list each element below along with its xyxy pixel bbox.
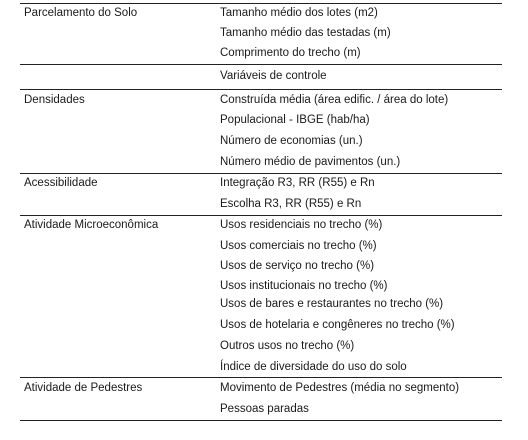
variable-populacional: Populacional - IBGE (hab/ha) xyxy=(220,114,370,126)
variable-outros-usos: Outros usos no trecho (%) xyxy=(220,340,355,352)
variable-usos-servico: Usos de serviço no trecho (%) xyxy=(220,260,375,272)
variable-economias: Número de economias (un.) xyxy=(220,135,363,147)
rule-after-densidades xyxy=(20,173,502,174)
variable-pavimentos: Número médio de pavimentos (un.) xyxy=(220,156,401,168)
variable-integracao: Integração R3, RR (R55) e Rn xyxy=(220,177,375,189)
category-parcelamento: Parcelamento do Solo xyxy=(24,7,138,19)
variable-comprimento-trecho: Comprimento do trecho (m) xyxy=(220,47,361,59)
variable-usos-bares: Usos de bares e restaurantes no trecho (%) xyxy=(220,298,444,310)
category-microeconomica: Atividade Microeconômica xyxy=(24,219,159,231)
variable-tamanho-lotes: Tamanho médio dos lotes (m2) xyxy=(220,7,378,19)
category-pedestres: Atividade de Pedestres xyxy=(24,382,143,394)
variable-usos-institucionais: Usos institucionais no trecho (%) xyxy=(220,280,388,292)
variable-controle: Variáveis de controle xyxy=(220,70,327,82)
variable-construida-media: Construída média (área edific. / área do lote) xyxy=(220,94,449,106)
rule-after-parcelamento xyxy=(20,64,502,65)
rule-after-acessibilidade xyxy=(20,215,502,216)
variable-usos-comerciais: Usos comerciais no trecho (%) xyxy=(220,240,377,252)
variable-usos-hotelaria: Usos de hotelaria e congêneres no trecho (%) xyxy=(220,319,455,331)
variable-usos-residenciais: Usos residenciais no trecho (%) xyxy=(220,219,383,231)
variable-indice-diversidade: Índice de diversidade do uso do solo xyxy=(220,361,407,373)
rule-after-controle xyxy=(20,89,502,90)
variable-pessoas-paradas: Pessoas paradas xyxy=(220,403,309,415)
rule-top xyxy=(20,3,502,4)
category-densidades: Densidades xyxy=(24,94,85,106)
rule-bottom xyxy=(20,420,502,421)
rule-after-microeconomica xyxy=(20,377,502,378)
variable-movimento-pedestres: Movimento de Pedestres (média no segmento) xyxy=(220,382,460,394)
variable-tamanho-testadas: Tamanho médio das testadas (m) xyxy=(220,27,391,39)
category-acessibilidade: Acessibilidade xyxy=(24,177,98,189)
variable-escolha: Escolha R3, RR (R55) e Rn xyxy=(220,198,362,210)
